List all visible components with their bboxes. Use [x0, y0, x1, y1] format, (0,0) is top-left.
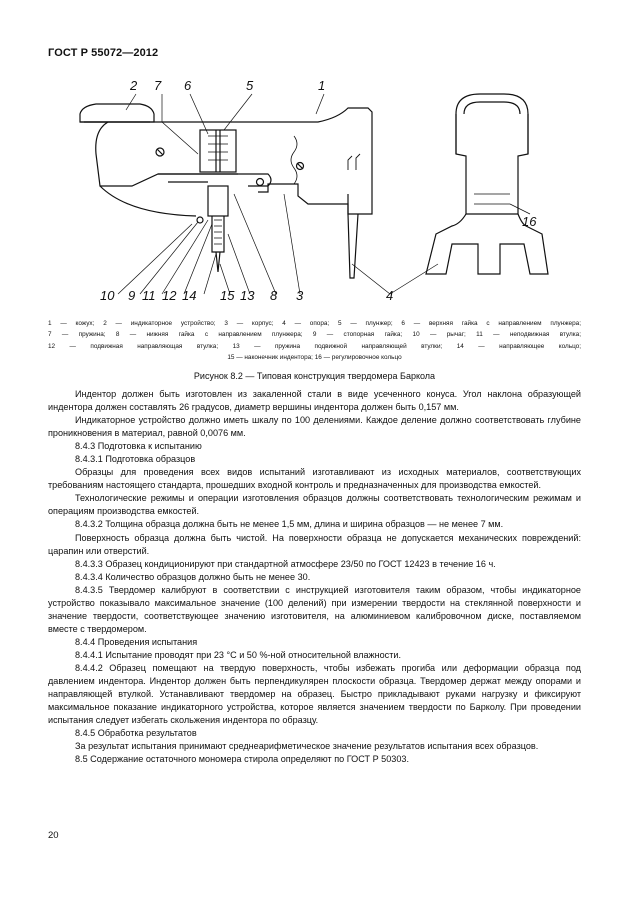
paragraph: 8.4.3.4 Количество образцов должно быть не менее 30. — [75, 571, 311, 582]
paragraph: Технологические режимы и операции изготовления образцов должны соответствовать технологическим режимам и операциям производства емкостей. — [48, 493, 581, 517]
paragraph: 8.5 Содержание остаточного мономера стирола определяют по ГОСТ Р 50303. — [75, 754, 409, 765]
figure-label-14: 14 — [182, 288, 197, 303]
paragraph: 8.4.3.5 Твердомер калибруют в соответствии с инструкцией изготовителя таким образом, чтобы индикаторное устройство показывало максимальное значение (100 делений) при измерении твердости на стеклянной поверхности и значение твердости, соответствующее значению изготовителя, на алюминиевом калибровочном диске, поставляемом вместе с твердомером. — [48, 584, 581, 634]
section-heading: 8.4.3 Подготовка к испытанию — [75, 441, 202, 452]
figure-label-16: 16 — [522, 214, 537, 229]
figure-label-7: 7 — [154, 78, 162, 93]
paragraph: Индентор должен быть изготовлен из закаленной стали в виде усеченного конуса. Угол наклона образующей индентора должен составлять 26 градусов, диаметр вершины индентора должен быть 0,157 мм. — [48, 389, 581, 413]
paragraph: 8.4.4.2 Образец помещают на твердую поверхность, чтобы избежать прогиба или деформации образца под давлением индентора. Индентор должен быть перпендикулярен плоскости образца. Твердомер держат между опорами и направляющей втулкой. Устанавливают твердомер на образец. Быстро прикладывают руками нагрузку и фиксируют максимальное показание индикаторного устройства, которое является значением твердости по Барколу. При проведении испытания следует избегать скольжения индентора по образцу. — [48, 662, 581, 726]
paragraph: 8.4.3.3 Образец кондиционируют при стандартной атмосфере 23/50 по ГОСТ 12423 в течение 16 ч. — [75, 558, 496, 569]
paragraph: Индикаторное устройство должно иметь шкалу по 100 делениями. Каждое деление должно соответствовать глубине проникновения в материал, равной 0,0076 мм. — [48, 415, 581, 439]
figure-label-15: 15 — [220, 288, 235, 303]
figure-label-13: 13 — [240, 288, 255, 303]
document-header: ГОСТ Р 55072—2012 — [48, 47, 159, 59]
figure-label-5: 5 — [246, 78, 254, 93]
paragraph: За результат испытания принимают среднеарифметическое значение результатов испытания всех образцов. — [75, 741, 539, 752]
figure-label-9: 9 — [128, 288, 136, 303]
figure-label-10: 10 — [100, 288, 115, 303]
barcol-hardness-tester-drawing — [48, 74, 588, 314]
body-text — [48, 388, 581, 766]
page-number: 20 — [48, 830, 59, 841]
legend-line: 1 — кожух; 2 — индикаторное устройство; 3 — корпус; 4 — опора; 5 — плунжер; 6 — верхняя гайка с направлением плунжера; — [48, 320, 581, 327]
section-heading: 8.4.3.1 Подготовка образцов — [75, 454, 196, 465]
legend-line: 12 — подвижная направляющая втулка; 13 — пружина подвижной направляющей втулки; 14 — направляющее кольцо; — [48, 342, 581, 350]
figure-label-1: 1 — [318, 78, 326, 93]
figure-label-2: 2 — [130, 78, 138, 93]
paragraph: 8.4.4.1 Испытание проводят при 23 °С и 50 %-ной относительной влажности. — [75, 649, 401, 660]
paragraph: Поверхность образца должна быть чистой. На поверхности образца не допускается механических повреждений: царапин или отверстий. — [48, 532, 581, 556]
legend-line: 15 — наконечник индентора; 16 — регулировочное кольцо — [227, 353, 402, 361]
figure-legend — [48, 318, 581, 363]
paragraph: Образцы для проведения всех видов испытаний изготавливают из исходных материалов, соответствующих требованиям настоящего стандарта, прошедших входной контроль и предназначенных для производства емкостей. — [48, 467, 581, 491]
figure-label-3: 3 — [296, 288, 304, 303]
legend-line: 7 — пружина; 8 — нижняя гайка с направлением плунжера; 9 — стопорная гайка; 10 — рычаг; 11 — неподвижная втулка; — [48, 331, 581, 339]
figure-label-4: 4 — [386, 288, 394, 303]
figure-label-6: 6 — [184, 78, 192, 93]
figure-label-11: 11 — [142, 288, 156, 303]
section-heading: 8.4.4 Проведения испытания — [75, 636, 198, 647]
section-heading: 8.4.5 Обработка результатов — [75, 728, 197, 739]
figure-caption: Рисунок 8.2 — Типовая конструкция твердомера Барколa — [193, 371, 436, 381]
paragraph: 8.4.3.2 Толщина образца должна быть не менее 1,5 мм, длина и ширина образцов — не менее 7 мм. — [75, 519, 504, 530]
figure-label-8: 8 — [270, 288, 278, 303]
figure-label-12: 12 — [162, 288, 177, 303]
